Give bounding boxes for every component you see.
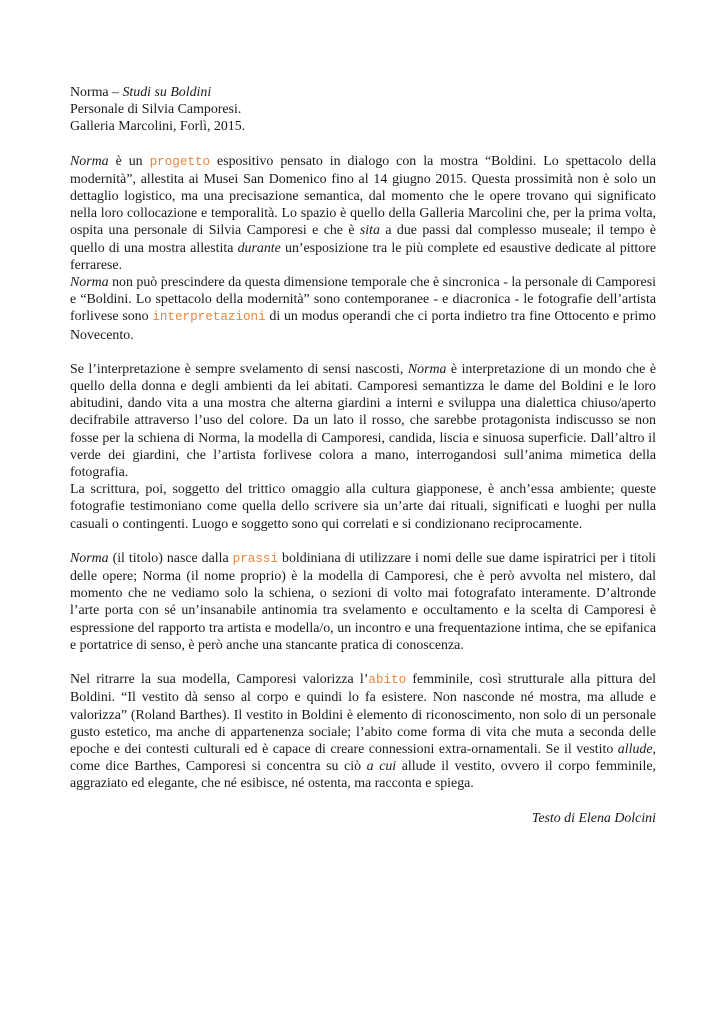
- paragraph-2: Norma non può prescindere da questa dimensione temporale che è sincronica - la personale di Camporesi e “Boldini. Lo spettacolo della modernità” sono contemporanee - e diacronica - le fotografie dell’artista forlivese sono interpretazioni di un modus operandi che ci porta indietro tra fine Ottocento e primo Novecento.: [70, 275, 656, 343]
- paragraph-4: La scrittura, poi, soggetto del trittico omaggio alla cultura giapponese, è anch’essa ambiente; queste fotografie testimoniano come quella dello scrivere sia un’arte dai rituali, significati e luoghi per nulla casuali o contingenti. Luogo e soggetto sono qui correlati e si condizionano reciprocamente.: [70, 482, 656, 532]
- keyword-progetto: progetto: [149, 154, 211, 169]
- keyword-prassi: prassi: [232, 551, 279, 566]
- keyword-interpretazioni: interpretazioni: [152, 310, 266, 325]
- header-subtitle: Studi su Boldini: [122, 85, 212, 100]
- header-norma: Norma –: [70, 85, 123, 100]
- header-venue-line: Galleria Marcolini, Forlì, 2015.: [70, 119, 246, 135]
- header-exhibition-line: Personale di Silvia Camporesi.: [70, 102, 242, 118]
- author-signature: Testo di Elena Dolcini: [531, 810, 656, 826]
- paragraph-5: Norma (il titolo) nasce dalla prassi boldiniana di utilizzare i nomi delle sue dame ispiratrici per i titoli delle opere; Norma (il nome proprio) è la modella di Camporesi, che è però avvolta nel mistero, dal momento che ne vediamo solo la schiena, o sezioni di volto mai fotografato interamente. D’altronde l’arte porta con sé un’insanabile antinomia tra svelamento e occultamento e la scelta di Camporesi è espressione del rapporto tra artista e modella/o, un incontro e una frequentazione intima, che se epifanica e portatrice di senso, è però anche una stancante pratica di conoscenza.: [70, 550, 656, 653]
- keyword-abito: abito: [368, 673, 407, 688]
- paragraph-1: Norma è un progetto espositivo pensato in dialogo con la mostra “Boldini. Lo spettacolo della modernità”, allestita ai Musei San Domenico fino al 14 giugno 2015. Questa prossimità non è solo un dettaglio logistico, ma una precisazione semantica, dal momento che le opere trovano qui significato nella loro collocazione e temporalità. Lo spazio è quello della Galleria Marcolini che, per la prima volta, ospita una personale di Silvia Camporesi e che è sita a due passi dal complesso museale; il tempo è quello di una mostra allestita durante un’esposizione tra le più complete ed esaustive dedicate al pittore ferrarese.: [70, 153, 657, 273]
- document-header: [70, 84, 656, 136]
- paragraph-6: Nel ritrarre la sua modella, Camporesi valorizza l’abito femminile, così strutturale alla pittura del Boldini. “Il vestito dà senso al corpo e quindi lo fa esistere. Non nasconde né mostra, ma allude e valorizza” (Roland Barthes). Il vestito in Boldini è elemento di riconoscimento, non solo di un personale gusto estetico, ma anche di appartenenza sociale; l’abito come forma di vita che muta a seconda delle epoche e dei contesti culturali ed è capace di creare connessioni extra-ornamentali. Se il vestito allude, come dice Barthes, Camporesi si concentra su ciò a cui allude il vestito, ovvero il corpo femminile, aggraziato ed elegante, che né esibisce, né ostenta, ma racconta e spiega.: [70, 672, 656, 792]
- paragraph-3: Se l’interpretazione è sempre svelamento di sensi nascosti, Norma è interpretazione di un mondo che è quello della donna e degli ambienti da lei abitati. Camporesi semantizza le dame del Boldini e le loro abitudini, dando vita a una mostra che alterna giardini a interni e sviluppa una dialettica chiuso/aperto decifrabile attraverso l’uso del colore. Da un lato il rosso, che sarebbe protagonista indiscusso se non fosse per la schiena di Norma, la modella di Camporesi, candida, liscia e sinuosa superficie. Dall’altro il verde dei giardini, che l’artista forlivese colora a mano, interrogandosi sull’anima mimetica della fotografia.: [70, 361, 656, 481]
- header-title-line: [70, 84, 656, 101]
- document-page: [70, 84, 656, 841]
